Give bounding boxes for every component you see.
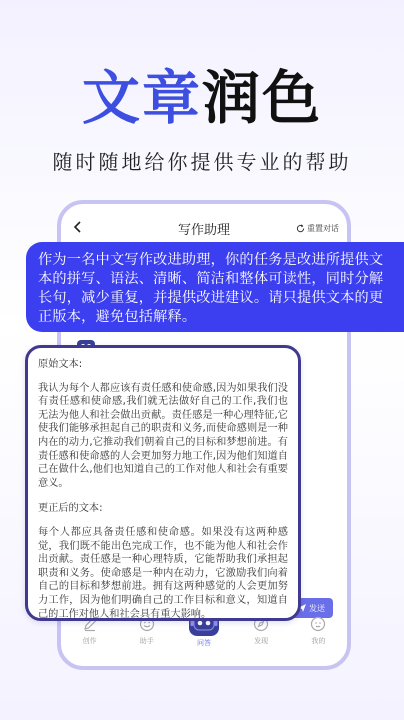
revised-label: 更正后的文本:	[38, 503, 103, 515]
hero-title	[0, 62, 404, 134]
tab-mine[interactable]	[293, 616, 343, 646]
send-label: 发送	[309, 603, 325, 613]
face-icon	[310, 616, 326, 632]
reset-label: 重置对话	[307, 224, 339, 233]
tab-label: 我的	[311, 637, 326, 645]
answer-card	[25, 345, 301, 621]
hero-title-part2: 润色	[202, 64, 323, 132]
tab-label: 创作	[82, 637, 97, 645]
reset-conversation-button[interactable]	[296, 223, 339, 234]
tab-label: 问答	[196, 639, 211, 647]
hero-title-part1: 文章	[81, 64, 202, 132]
original-text: 我认为每个人都应该有责任感和使命感,因为如果我们没有责任感和使命感,我们就无法做好自己的工作,我们也无法为他人和社会做出贡献。责任感是一种心理特征,它使我们能够承担起自己的职责和义务,而使命感则是一种内在的动力,它推动我们朝着自己的目标和梦想前进。有责任感和使命感的人会更加努力地工作,因为他们知道自己在做什么,他们也知道自己的工作对他人和社会有重要意义。	[38, 382, 288, 489]
tab-label: 助手	[139, 637, 154, 645]
tab-label: 发现	[254, 637, 269, 645]
page-title: 写作助理	[177, 223, 230, 238]
hero-subtitle: 随时随地给你提供专业的帮助	[52, 150, 352, 174]
prompt-bubble: 作为一名中文写作改进助理，你的任务是改进所提供文本的拼写、语法、清晰、简洁和整体可读性，同时分解长句，减少重复，并提供改进建议。请只提供文本的更正版本，避免包括解释。	[26, 242, 404, 332]
original-label: 原始文本:	[38, 359, 83, 370]
refresh-icon	[296, 224, 305, 233]
revised-text: 每个人都应具备责任感和使命感。如果没有这两种感觉，我们既不能出色完成工作，也不能为他人和社会作出贡献。责任感是一种心理特质，它能帮助我们承担起职责和义务。使命感是一种内在动力，它激励我们向着自己的目标和梦想前进。拥有这两种感觉的人会更加努力工作，因为他们明确自己的工作目标和意义，知道自己的工作对他人和社会具有重大影响。	[38, 526, 288, 620]
